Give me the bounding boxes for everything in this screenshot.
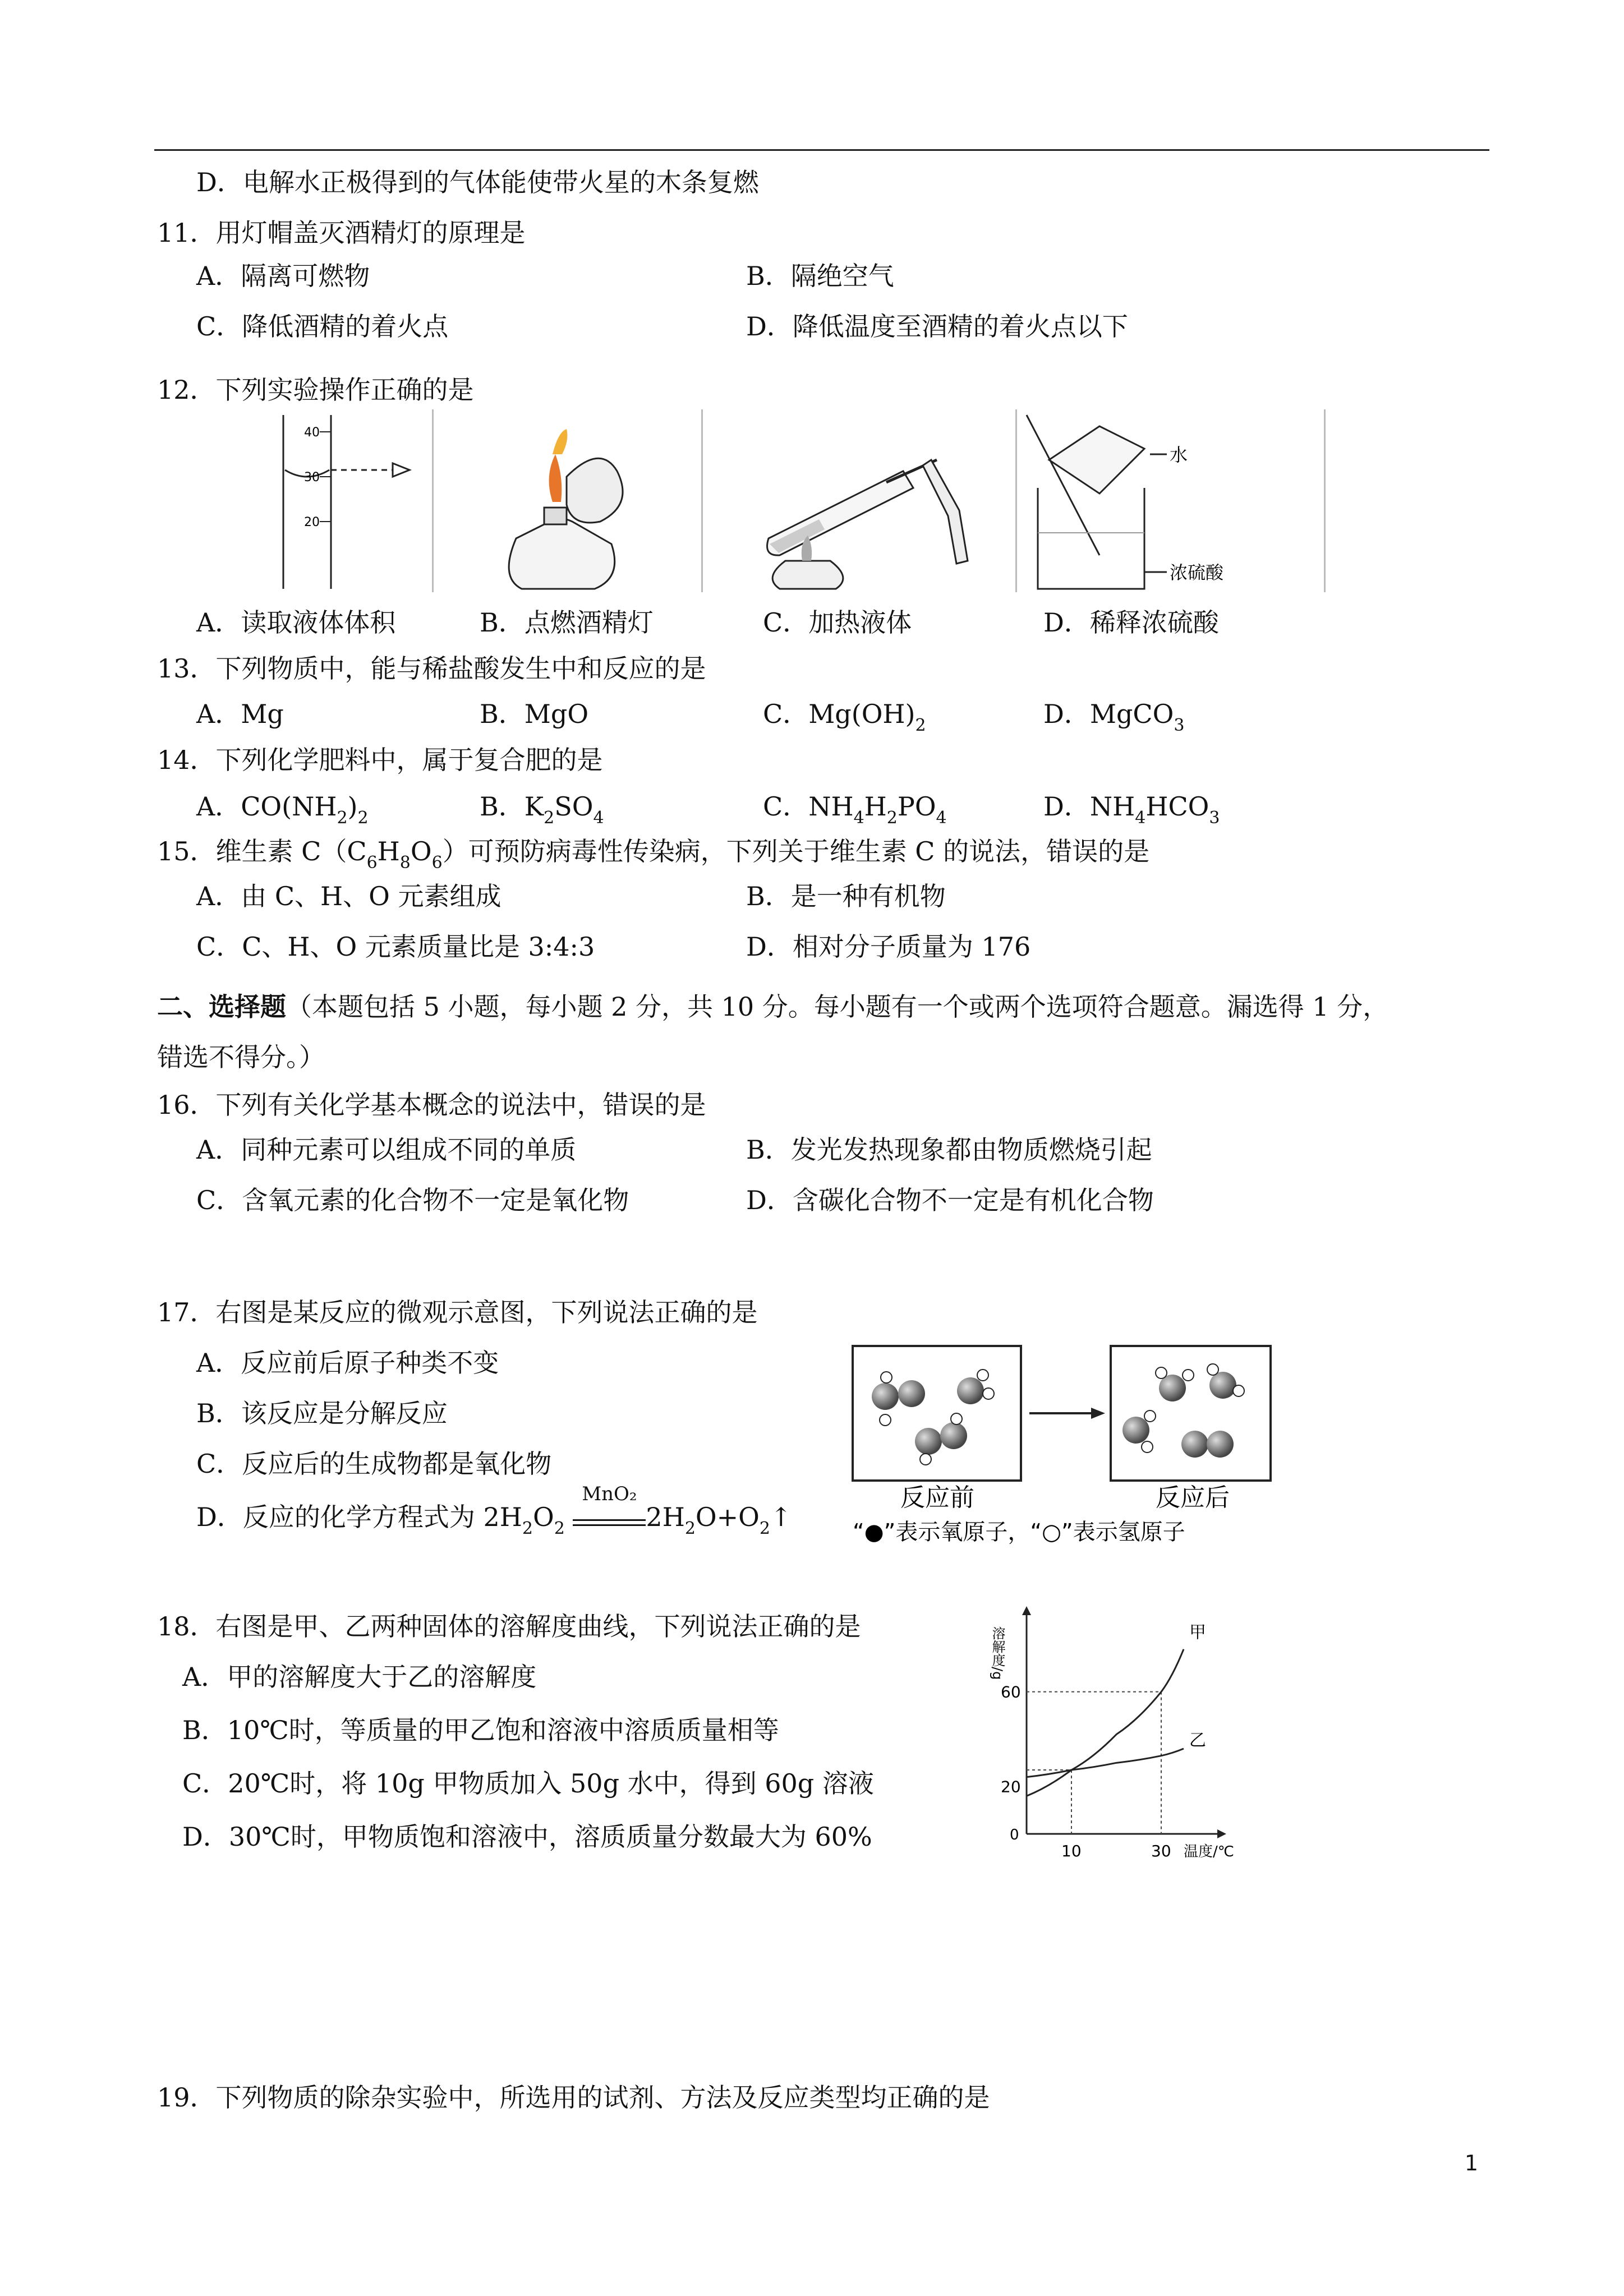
y-axis-label: 溶解度/g: [990, 1626, 1005, 1680]
x-tick-30: 30: [1151, 1842, 1171, 1860]
label-before: 反应前: [900, 1483, 974, 1512]
q18-option-a: A．甲的溶解度大于乙的溶解度: [182, 1662, 537, 1692]
page-number: 1: [1464, 2151, 1478, 2175]
q16-option-a: A．同种元素可以组成不同的单质: [196, 1135, 577, 1165]
q17-option-c: C．反应后的生成物都是氧化物: [196, 1449, 552, 1479]
q13-option-c: C．$Mg(OH)_2$: [763, 699, 926, 735]
figure-read-volume: [157, 409, 432, 594]
q15-option-d: D．相对分子质量为 176: [746, 932, 1031, 962]
origin-label: 0: [1010, 1827, 1019, 1843]
solubility-chart: [987, 1604, 1234, 1873]
y-tick-20: 20: [1001, 1777, 1021, 1796]
section2-desc-cont: 错选不得分。）: [157, 1042, 325, 1072]
y-tick-60: 60: [1001, 1682, 1021, 1702]
q18-option-d: D．30℃时，甲物质饱和溶液中，溶质质量分数最大为 60%: [182, 1822, 872, 1852]
q12-figures: [157, 409, 1324, 594]
q13-option-a: A．Mg: [196, 699, 284, 729]
x-axis-arrow: [1217, 1829, 1226, 1838]
header-rule: [154, 149, 1489, 151]
tick-40: 40: [304, 426, 320, 440]
q17-option-b: B．该反应是分解反应: [196, 1398, 448, 1428]
x-tick-10: 10: [1061, 1842, 1082, 1860]
after-box: [1111, 1346, 1271, 1481]
tick-20: 20: [304, 515, 320, 529]
q12-option-a: A．读取液体体积: [196, 607, 396, 638]
q14-stem: 14．下列化学肥料中，属于复合肥的是: [157, 745, 603, 775]
q18-stem: 18．右图是甲、乙两种固体的溶解度曲线，下列说法正确的是: [157, 1611, 861, 1642]
q17-option-d: D．反应的化学方程式为 $2H_2O_2$ MnO₂ $2H_2O+O_2↑$: [196, 1483, 792, 1538]
q16-option-d: D．含碳化合物不一定是有机化合物: [746, 1185, 1154, 1215]
q11-option-b: B．隔绝空气: [746, 261, 894, 291]
q12-option-d: D．稀释浓硫酸: [1043, 607, 1219, 638]
q11-option-c: C．降低酒精的着火点: [196, 311, 449, 342]
q14-option-d: D．$NH_4HCO_3$: [1043, 791, 1220, 828]
q14-option-b: B．$K_2SO_4$: [480, 791, 604, 828]
atom-legend: “●”表示氧原子，“○”表示氢原子: [853, 1519, 1185, 1545]
reaction-diagram: [836, 1335, 1285, 1559]
q17-stem: 17．右图是某反应的微观示意图，下列说法正确的是: [157, 1297, 758, 1327]
series-label-2: 乙: [1189, 1731, 1206, 1750]
q14-option-a: A．$CO(NH_2)_2$: [196, 791, 369, 828]
before-box: [853, 1346, 1021, 1481]
chart-series: [1027, 1649, 1184, 1796]
q15-option-b: B．是一种有机物: [746, 881, 946, 911]
q13-stem: 13．下列物质中，能与稀盐酸发生中和反应的是: [157, 653, 706, 684]
q12-stem: 12．下列实验操作正确的是: [157, 375, 474, 405]
label-after: 反应后: [1156, 1483, 1230, 1512]
q14-option-c: C．$NH_4H_2PO_4$: [763, 791, 947, 828]
figure-dilute-acid: [1015, 409, 1324, 594]
label-acid: 浓硫酸: [1170, 562, 1224, 583]
series-line-2: [1027, 1749, 1184, 1777]
q11-option-a: A．隔离可燃物: [196, 261, 370, 291]
q18-option-b: B．10℃时，等质量的甲乙饱和溶液中溶质质量相等: [182, 1715, 779, 1745]
figure-light-lamp: [432, 409, 701, 594]
q15-option-c: C．C、H、O 元素质量比是 3:4:3: [196, 932, 595, 962]
q15-option-a: A．由 C、H、O 元素组成: [196, 881, 502, 911]
figure-heat-liquid: [701, 409, 1015, 594]
section2-header: 二、选择题（本题包括 5 小题，每小题 2 分，共 10 分。每小题有一个或两个选项符合题意。漏选得 1 分，: [157, 992, 1389, 1022]
label-water: 水: [1170, 444, 1188, 465]
q15-stem: 15．维生素 $C(C_6H_8O_6)$可预防病毒性传染病，下列关于维生素 C 的说法，错误的是: [157, 836, 1150, 873]
q11-option-d: D．降低温度至酒精的着火点以下: [746, 311, 1128, 342]
q11-stem: 11．用灯帽盖灭酒精灯的原理是: [157, 218, 526, 248]
tick-30: 30: [304, 471, 320, 485]
q16-option-b: B．发光发热现象都由物质燃烧引起: [746, 1135, 1152, 1165]
q16-option-c: C．含氧元素的化合物不一定是氧化物: [196, 1185, 629, 1215]
q18-option-c: C．20℃时，将 10g 甲物质加入 50g 水中，得到 60g 溶液: [182, 1768, 874, 1799]
q12-option-c: C．加热液体: [763, 607, 912, 638]
q19-stem: 19．下列物质的除杂实验中，所选用的试剂、方法及反应类型均正确的是: [157, 2082, 990, 2113]
q13-option-b: B．MgO: [480, 699, 589, 729]
q16-stem: 16．下列有关化学基本概念的说法中，错误的是: [157, 1090, 706, 1120]
x-axis-label: 温度/℃: [1184, 1843, 1234, 1860]
q10-option-d: D．电解水正极得到的气体能使带火星的木条复燃: [196, 167, 759, 197]
q17-option-a: A．反应前后原子种类不变: [196, 1348, 499, 1378]
y-axis-arrow: [1022, 1606, 1031, 1615]
series-label-1: 甲: [1189, 1622, 1206, 1643]
q12-option-b: B．点燃酒精灯: [480, 607, 654, 638]
q13-option-d: D．MgCO$_3$: [1043, 699, 1185, 735]
catalyst-label: MnO₂: [582, 1483, 637, 1505]
